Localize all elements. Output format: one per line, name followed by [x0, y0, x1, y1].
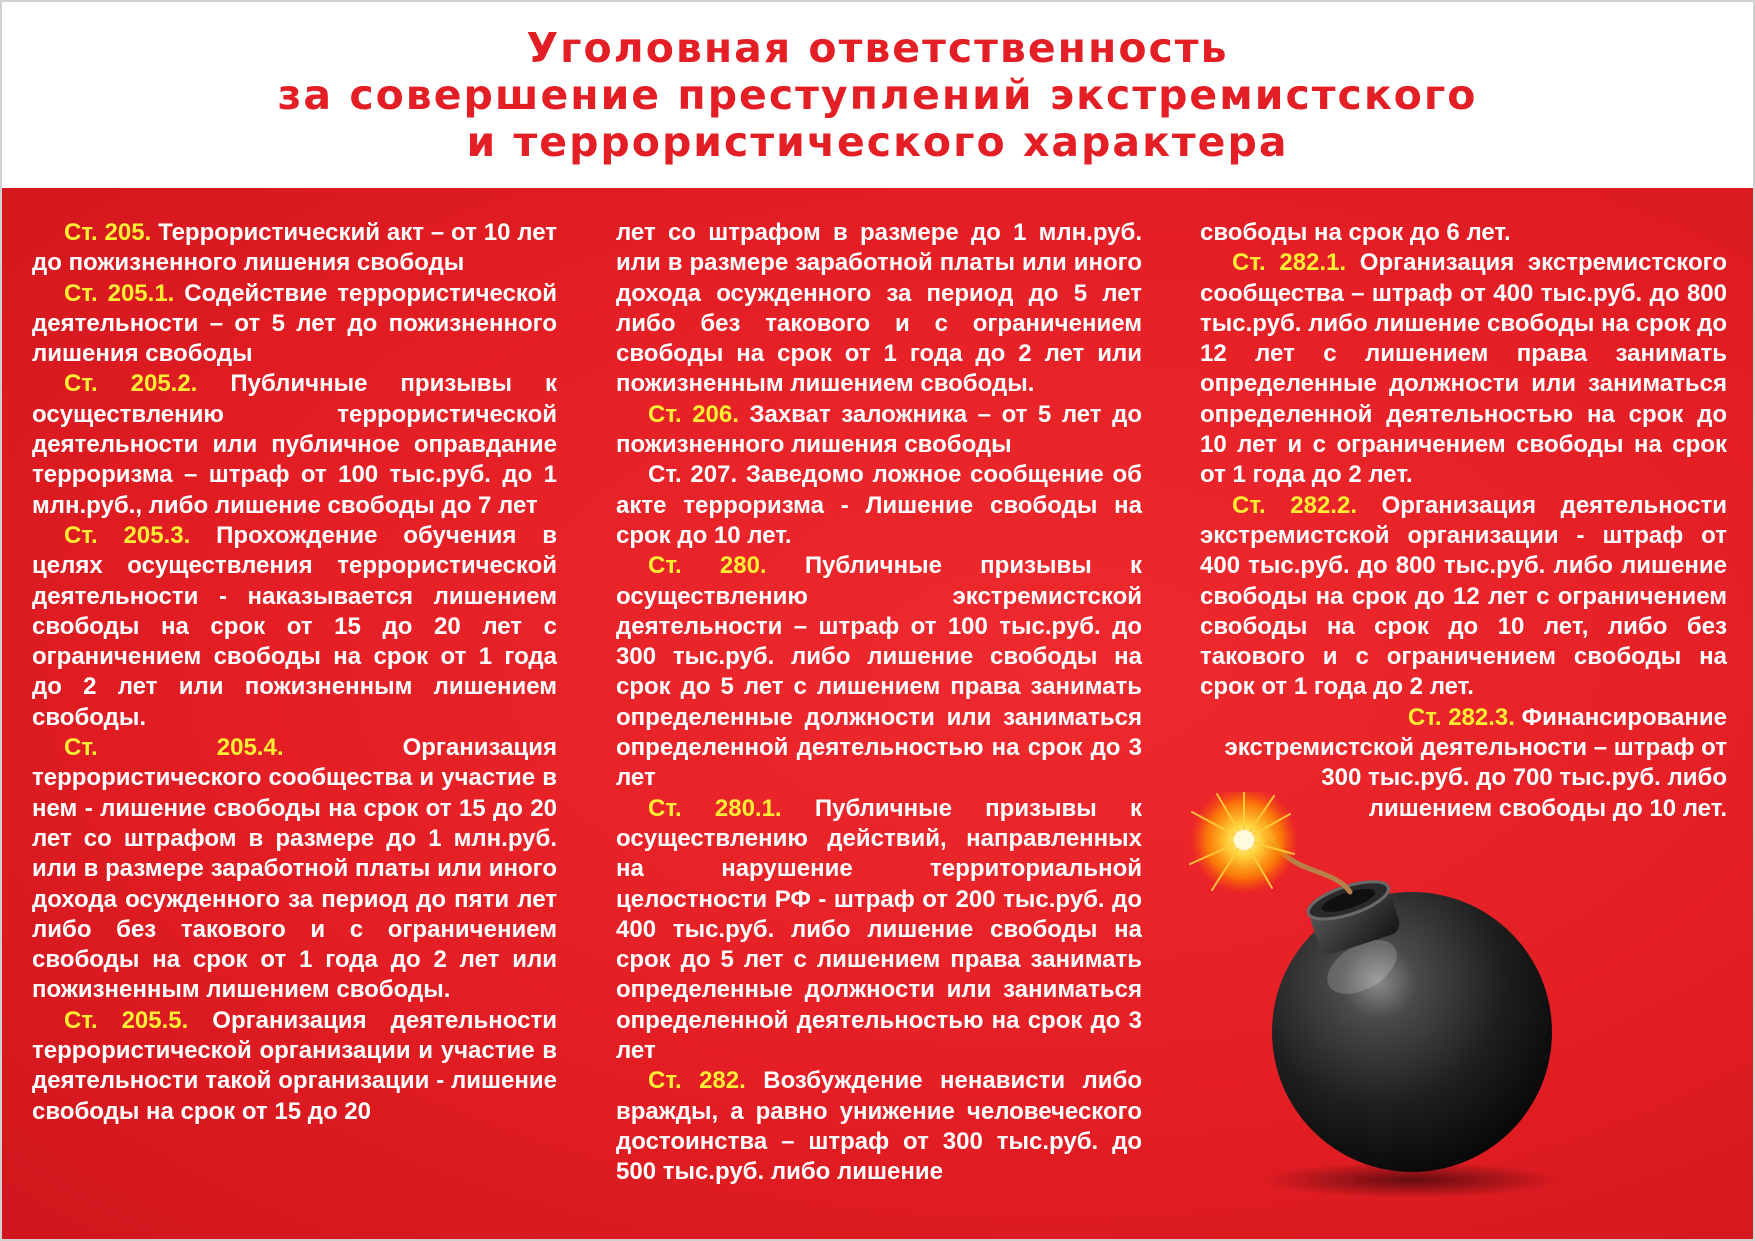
- bomb-icon: [1172, 792, 1592, 1212]
- article-282: [616, 1066, 1142, 1187]
- article-text: Финансирование экстремистской деятельности – штраф от 300 тыс.руб. до 700 тыс.руб. либо лишением свободы до 10 лет.: [1224, 703, 1727, 822]
- column-2: [616, 218, 1142, 1188]
- article-282-continuation: свободы на срок до 6 лет.: [1200, 219, 1511, 246]
- article-text: Организация деятельности террористической организации и участие в деятельности такой организации - лишение свободы на срок от 15 до 20: [32, 1006, 557, 1125]
- article-206: [616, 400, 1142, 461]
- article-number: Ст. 282.1.: [1232, 249, 1347, 277]
- article-text: Организация террористического сообщества и участие в нем - лишение свободы на срок от 15 до 20 лет со штрафом в размере до 1 млн.руб. или в размере заработной платы или иного дохода осужденного за период до пяти лет либо без такового и с ограничением свободы на срок от 1 года до 2 лет или пожизненным лишением свободы.: [32, 734, 557, 1004]
- article-number: Ст. 205.2.: [64, 370, 198, 398]
- article-number: Ст. 205.: [64, 219, 152, 246]
- article-text: Организация деятельности экстремистской организации - штраф от 400 тыс.руб. до 800 тыс.руб. либо лишение свободы на срок до 12 лет с ограничением свободы на срок до 10 лет, либо без такового и с ограничением свободы на срок от 1 года до 2 лет.: [1200, 491, 1727, 701]
- title-line-3: и террористического характера: [466, 117, 1289, 166]
- article-205: [32, 218, 557, 279]
- article-number: Ст. 282.: [648, 1067, 746, 1095]
- article-text: Ст. 207. Заведомо ложное сообщение об акте терроризма - Лишение свободы на срок до 10 лет.: [616, 461, 1142, 549]
- article-280: [616, 551, 1142, 793]
- article-text: Содействие террористической деятельности – от 5 лет до пожизненного лишения свободы: [32, 279, 558, 368]
- article-text: Прохождение обучения в целях осуществления террористической деятельности - наказывается лишением свободы на срок от 15 до 20 лет с ограничением свободы на срок от 1 года до 2 лет или пожизненным лишением свободы.: [32, 521, 557, 731]
- article-number: Ст. 280.1.: [648, 794, 782, 822]
- article-number: Ст. 282.2.: [1232, 491, 1357, 519]
- column-1: [32, 218, 557, 1127]
- article-205-2: [32, 369, 557, 520]
- article-text: Захват заложника – от 5 лет до пожизненного лишения свободы: [616, 400, 1142, 459]
- poster-header: [2, 2, 1753, 188]
- title-line-1: Уголовная ответственность: [526, 23, 1229, 72]
- article-text: Организация экстремистского сообщества – штраф от 400 тыс.руб. до 800 тыс.руб. либо лишение свободы на срок до 12 лет с лишением права занимать определенные должности или заниматься определенной деятельностью на срок до 10 лет и с ограничением свободы на срок от 1 года до 2 лет.: [1200, 249, 1727, 489]
- article-text: Террористический акт – от 10 лет до пожизненного лишения свободы: [32, 219, 558, 277]
- article-number: Ст. 205.1.: [64, 279, 175, 307]
- article-text: Публичные призывы к осуществлению террористической деятельности или публичное оправдание терроризма – штраф от 100 тыс.руб. до 1 млн.руб., либо лишение свободы до 7 лет: [32, 370, 557, 519]
- article-text: Публичные призывы к осуществлению действий, направленных на нарушение территориальной целостности РФ - штраф от 200 тыс.руб. до 400 тыс.руб. либо лишение свободы на срок до 5 лет с лишением права занимать определенные должности или заниматься определенной деятельностью на срок до 3 лет: [616, 794, 1142, 1065]
- column-3: [1200, 218, 1727, 824]
- article-text: Публичные призывы к осуществлению экстремистской деятельности – штраф от 100 тыс.руб. до 300 тыс.руб. либо лишение свободы на срок до 5 лет с лишением права занимать определенные должности или заниматься определенной деятельностью на срок до 3 лет: [616, 552, 1142, 792]
- title-line-2: за совершение преступлений экстремистского: [277, 70, 1478, 119]
- article-number: Ст. 280.: [648, 552, 767, 580]
- article-205-3: [32, 521, 557, 733]
- article-282-1: [1200, 248, 1727, 490]
- article-282-2: [1200, 491, 1727, 703]
- article-207: [616, 460, 1142, 551]
- article-number: Ст. 206.: [648, 400, 739, 428]
- article-number: Ст. 282.3.: [1407, 703, 1515, 731]
- article-number: Ст. 205.3.: [64, 521, 191, 549]
- article-text: Возбуждение ненависти либо вражды, а равно унижение человеческого достоинства – штраф от 300 тыс.руб. до 500 тыс.руб. либо лишение: [616, 1067, 1142, 1186]
- article-205-4: [32, 733, 557, 1006]
- article-number: Ст. 205.5.: [64, 1006, 189, 1034]
- article-205-1: [32, 279, 557, 370]
- article-205-5: [32, 1006, 557, 1127]
- article-number: Ст. 205.4.: [64, 734, 284, 762]
- article-280-1: [616, 794, 1142, 1067]
- article-205-5-continuation: лет со штрафом в размере до 1 млн.руб. или в размере заработной платы или иного дохода осужденного за период до 5 лет либо без такового и с ограничением свободы на срок от 1 года до 2 лет или пожизненным лишением свободы.: [616, 219, 1142, 398]
